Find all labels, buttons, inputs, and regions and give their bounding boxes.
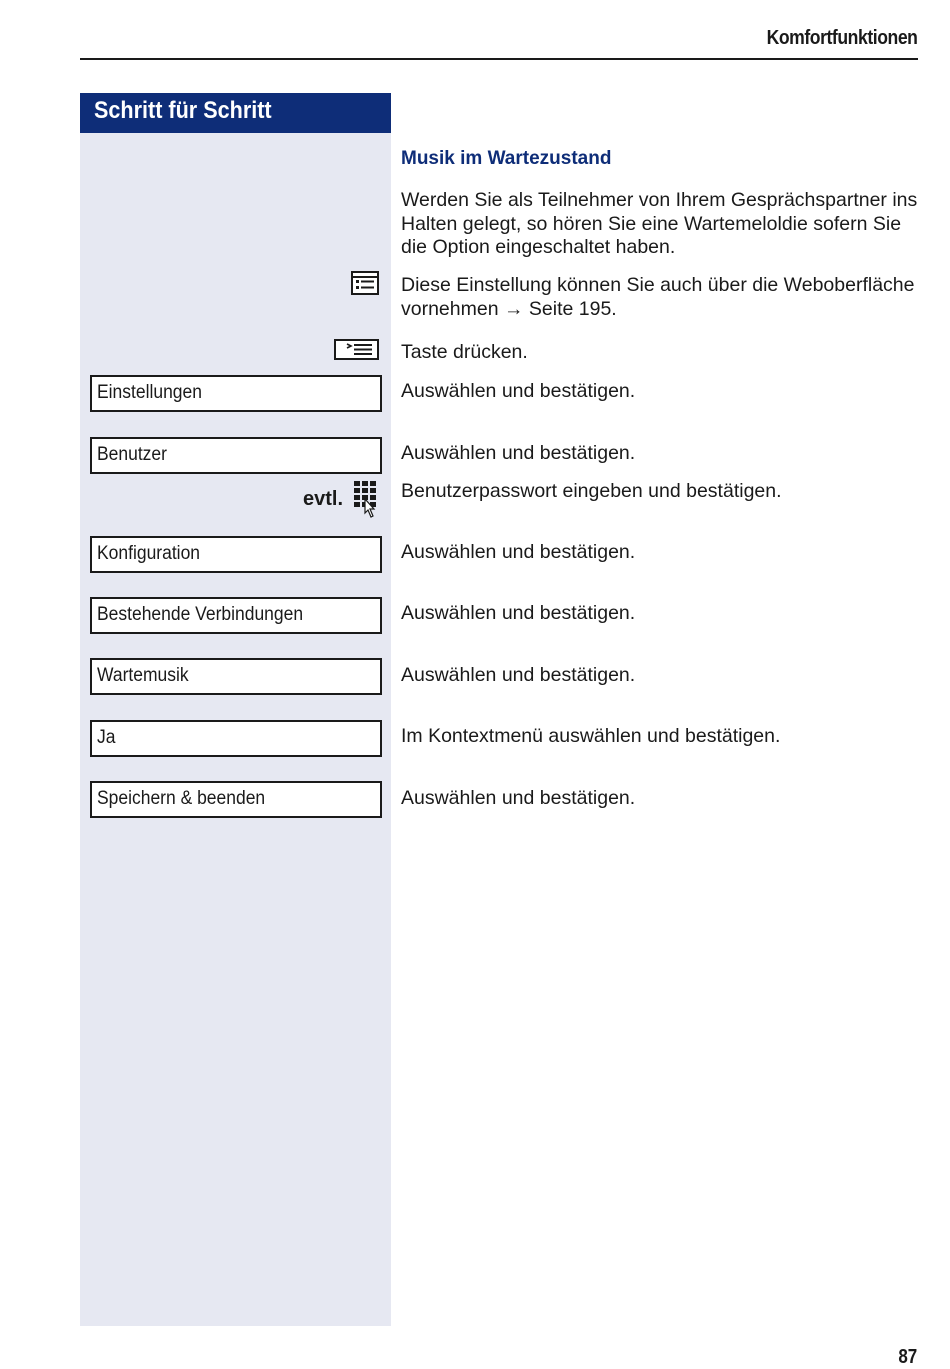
header-title: Komfortfunktionen (766, 27, 917, 49)
menu-item-label: Einstellungen (97, 382, 202, 403)
evtl-label: evtl. (303, 488, 344, 510)
menu-item-benutzer[interactable] (90, 437, 382, 474)
step-text: Auswählen und bestätigen. (401, 602, 636, 624)
press-key-text: Taste drücken. (401, 341, 528, 363)
arrow-right-icon: → (503, 297, 524, 320)
menu-item-label: Ja (97, 727, 116, 748)
web-interface-icon (351, 271, 379, 295)
step-text: Auswählen und bestätigen. (401, 442, 636, 464)
step-text: Im Kontextmenü auswählen und bestätigen. (401, 725, 781, 747)
menu-item-speichern-beenden[interactable] (90, 781, 382, 818)
sidebar-header (80, 93, 391, 133)
menu-item-konfiguration[interactable] (90, 536, 382, 573)
menu-key-icon (334, 339, 379, 360)
step-text: Auswählen und bestätigen. (401, 787, 636, 809)
menu-item-ja[interactable] (90, 720, 382, 757)
step-text: Benutzerpasswort eingeben und bestätigen. (401, 480, 782, 502)
menu-item-label: Speichern & beenden (97, 788, 266, 809)
web-note (401, 274, 921, 321)
step-text: Auswählen und bestätigen. (401, 664, 636, 686)
menu-item-label: Wartemusik (97, 665, 189, 686)
menu-item-bestehende-verbindungen[interactable] (90, 597, 382, 634)
menu-item-label: Bestehende Verbindungen (97, 604, 304, 625)
sidebar-column (80, 93, 391, 1326)
menu-item-label: Benutzer (97, 444, 167, 465)
header-rule (80, 58, 918, 60)
step-text: Auswählen und bestätigen. (401, 380, 636, 402)
page-number: 87 (898, 1346, 917, 1368)
keypad-icon (353, 479, 380, 519)
web-note-text: Diese Einstellung können Sie auch über die Weboberfläche vornehmen (401, 274, 915, 320)
section-title: Musik im Wartezustand (401, 148, 612, 169)
sidebar-title: Schritt für Schritt (94, 97, 272, 124)
menu-item-label: Konfiguration (97, 543, 201, 564)
step-text: Auswählen und bestätigen. (401, 541, 636, 563)
menu-item-einstellungen[interactable] (90, 375, 382, 412)
page-reference-link[interactable]: Seite 195. (528, 297, 617, 320)
menu-item-wartemusik[interactable] (90, 658, 382, 695)
intro-paragraph: Werden Sie als Teilnehmer von Ihrem Gesprächspartner ins Halten gelegt, so hören Sie eine Wartemeloldie sofern Sie die Option eingeschaltet haben. (401, 189, 918, 258)
